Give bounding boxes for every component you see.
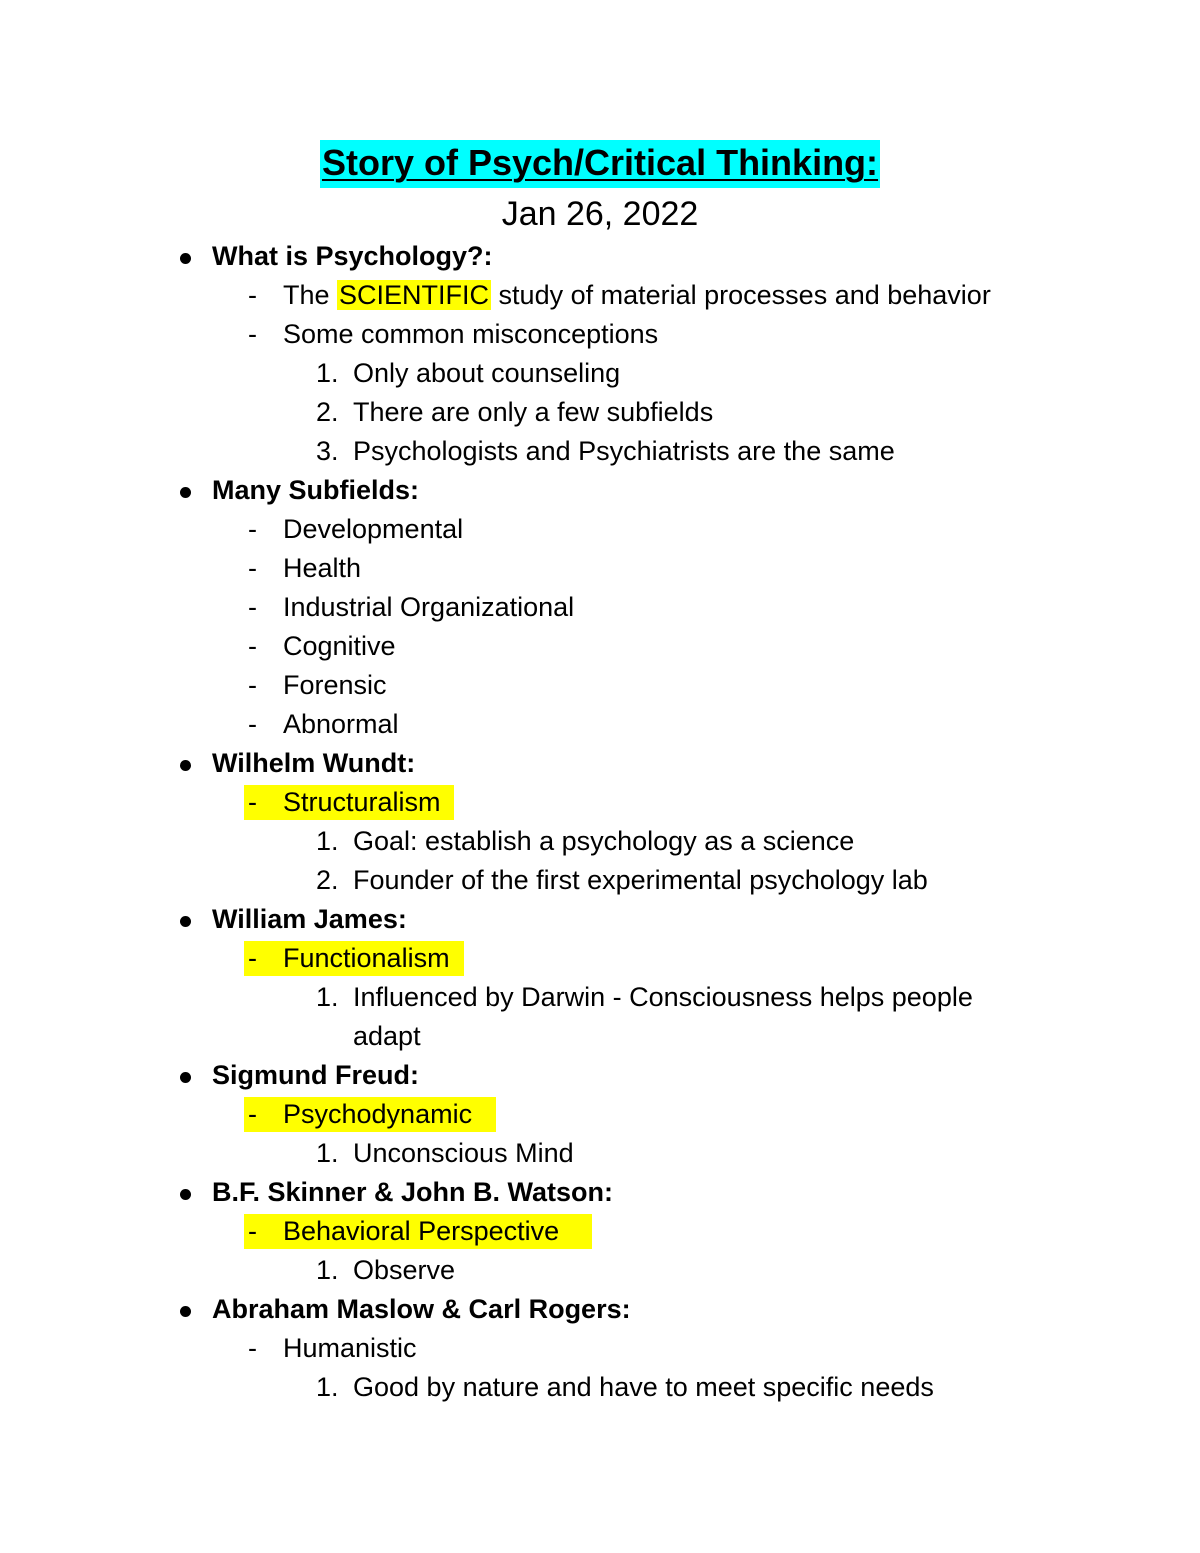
numbered-text: Unconscious Mind (353, 1138, 574, 1168)
dash-item (0, 549, 1200, 588)
number-marker: 1. (316, 1138, 339, 1168)
dash-marker: - (248, 1216, 257, 1246)
dash-text (283, 276, 991, 315)
dash-item (0, 1329, 1200, 1368)
numbered-item (0, 1134, 1200, 1173)
numbered-text: Good by nature and have to meet specific needs (353, 1372, 934, 1402)
dash-marker: - (248, 592, 257, 622)
heading-text: B.F. Skinner & John B. Watson: (212, 1177, 614, 1207)
heading-text: Sigmund Freud: (212, 1060, 419, 1090)
highlight-block (244, 785, 454, 820)
page-title: Story of Psych/Critical Thinking: (320, 140, 880, 188)
highlighted-dash-item (0, 1212, 1200, 1251)
dash-text: Humanistic (283, 1333, 417, 1363)
dash-marker: - (248, 1099, 257, 1129)
highlighted-dash-item (0, 1095, 1200, 1134)
dash-marker: - (248, 631, 257, 661)
bullet-icon (180, 760, 191, 771)
highlighted-dash-item (0, 783, 1200, 822)
dash-text: Industrial Organizational (283, 592, 575, 622)
dash-item (0, 315, 1200, 354)
number-marker: 1. (316, 358, 339, 388)
numbered-item (0, 1251, 1200, 1290)
title-wrap (0, 140, 1200, 188)
dash-text: Developmental (283, 514, 464, 544)
date-wrap (0, 192, 1200, 236)
numbered-text: Founder of the first experimental psychology lab (353, 865, 928, 895)
bullet-icon (180, 1072, 191, 1083)
dash-text: Forensic (283, 670, 387, 700)
perspective-text: Functionalism (283, 943, 450, 973)
dash-marker: - (248, 1333, 257, 1363)
dash-item (0, 705, 1200, 744)
numbered-text: adapt (353, 1021, 421, 1051)
dash-item (0, 276, 1200, 315)
section-heading (0, 1173, 1200, 1212)
number-marker: 2. (316, 397, 339, 427)
number-marker: 3. (316, 436, 339, 466)
section-heading (0, 471, 1200, 510)
bullet-icon (180, 253, 191, 264)
numbered-text: Psychologists and Psychiatrists are the same (353, 436, 895, 466)
dash-marker: - (248, 709, 257, 739)
highlighted-dash-item (0, 939, 1200, 978)
number-marker: 1. (316, 826, 339, 856)
numbered-text: Observe (353, 1255, 456, 1285)
number-marker: 1. (316, 1372, 339, 1402)
heading-text: Abraham Maslow & Carl Rogers: (212, 1294, 631, 1324)
numbered-item (0, 432, 1200, 471)
numbered-item (0, 1368, 1200, 1407)
dash-marker: - (248, 553, 257, 583)
numbered-text: Only about counseling (353, 358, 621, 388)
highlight-block (244, 1097, 496, 1132)
dash-marker: - (248, 319, 257, 349)
dash-item (0, 627, 1200, 666)
numbered-item-continuation (0, 1017, 1200, 1056)
heading-text: What is Psychology?: (212, 241, 493, 271)
numbered-item (0, 354, 1200, 393)
heading-text: William James: (212, 904, 407, 934)
section-heading (0, 1056, 1200, 1095)
dash-marker: - (248, 514, 257, 544)
dash-marker: - (248, 670, 257, 700)
perspective-text: Psychodynamic (283, 1099, 473, 1129)
perspective-text: Structuralism (283, 787, 441, 817)
highlight-block (244, 1214, 592, 1249)
dash-marker: - (248, 280, 257, 310)
section-heading (0, 900, 1200, 939)
bullet-icon (180, 916, 191, 927)
number-marker: 1. (316, 982, 339, 1012)
bullet-icon (180, 487, 191, 498)
number-marker: 2. (316, 865, 339, 895)
highlight-block (244, 941, 464, 976)
section-heading (0, 1290, 1200, 1329)
notes-list (0, 237, 1200, 1407)
dash-marker: - (248, 943, 257, 973)
section-heading (0, 237, 1200, 276)
dash-text: Cognitive (283, 631, 396, 661)
bullet-icon (180, 1306, 191, 1317)
section-heading (0, 744, 1200, 783)
text-segment: The (283, 280, 338, 310)
numbered-text: There are only a few subfields (353, 397, 714, 427)
bullet-icon (180, 1189, 191, 1200)
dash-text: Health (283, 553, 362, 583)
dash-marker: - (248, 787, 257, 817)
number-marker: 1. (316, 1255, 339, 1285)
dash-item (0, 588, 1200, 627)
highlighted-text: SCIENTIFIC (339, 280, 490, 310)
dash-text: Abnormal (283, 709, 399, 739)
dash-item (0, 510, 1200, 549)
numbered-text: Influenced by Darwin - Consciousness helps people (353, 982, 973, 1012)
heading-text: Wilhelm Wundt: (212, 748, 416, 778)
numbered-item (0, 822, 1200, 861)
dash-item (0, 666, 1200, 705)
page-date: Jan 26, 2022 (501, 195, 699, 233)
numbered-text: Goal: establish a psychology as a science (353, 826, 855, 856)
text-segment: study of material processes and behavior (491, 280, 991, 310)
numbered-item (0, 861, 1200, 900)
perspective-text: Behavioral Perspective (283, 1216, 560, 1246)
numbered-item (0, 393, 1200, 432)
dash-text: Some common misconceptions (283, 319, 659, 349)
numbered-item (0, 978, 1200, 1017)
heading-text: Many Subfields: (212, 475, 420, 505)
